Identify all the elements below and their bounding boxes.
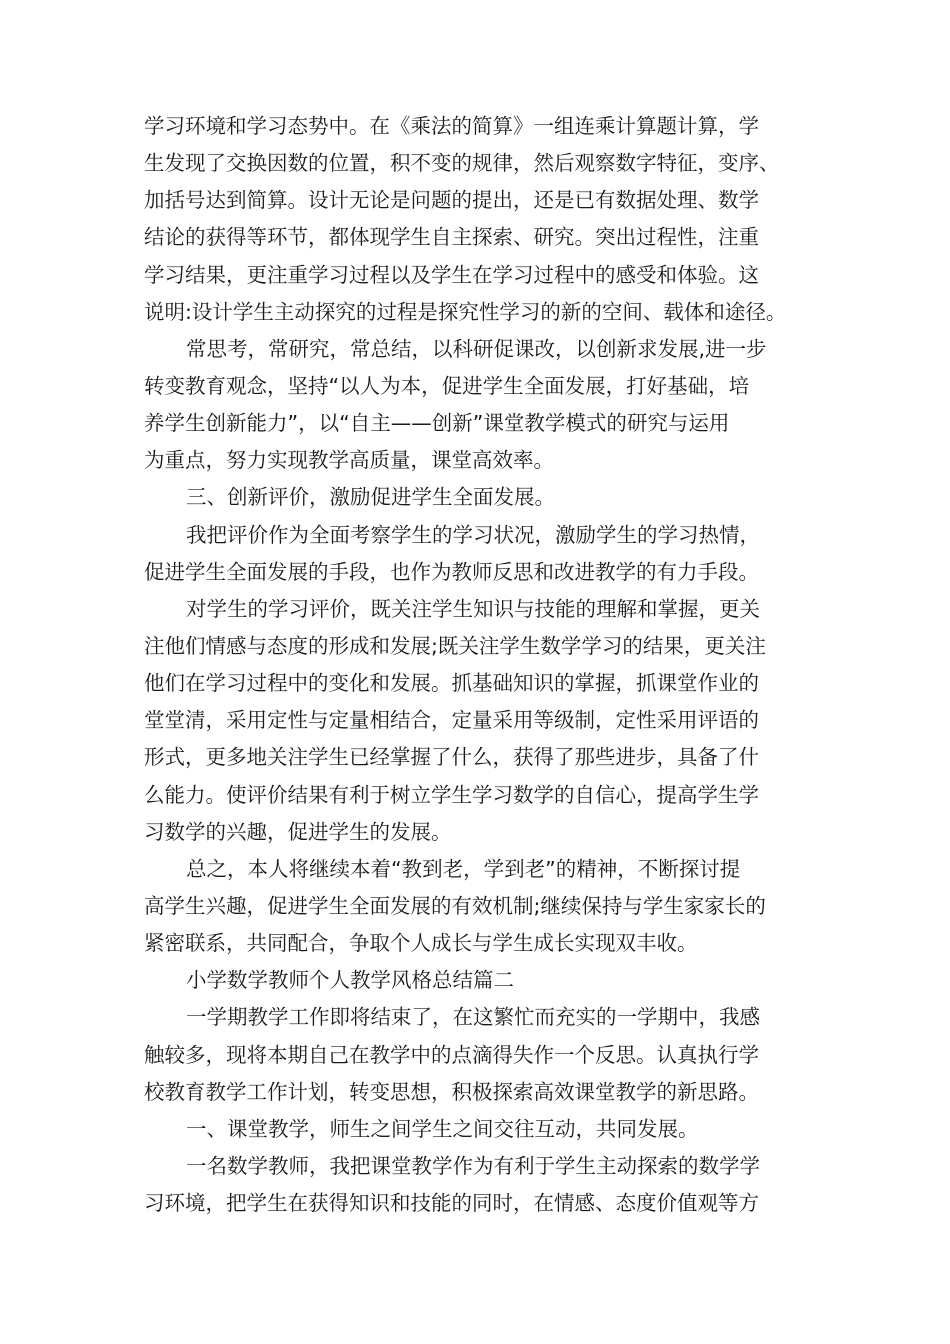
text-line: 常思考，常研究，常总结，以科研促课改，以创新求发展,进一步 [186, 336, 767, 361]
text-line: 我把评价作为全面考察学生的学习状况，激励学生的学习热情， [186, 522, 760, 547]
text-line: 高学生兴趣，促进学生全面发展的有效机制;继续保持与学生家家长的 [144, 893, 766, 918]
text-line: 习环境，把学生在获得知识和技能的同时，在情感、态度价值观等方 [144, 1191, 759, 1216]
text-line: 养学生创新能力”，以“自主——创新”课堂教学模式的研究与运用 [144, 411, 730, 436]
text-line: 一名数学教师，我把课堂教学作为有利于学生主动探索的数学学 [186, 1153, 760, 1178]
text-line: 学习结果，更注重学习过程以及学生在学习过程中的感受和体验。这 [144, 262, 759, 287]
text-line: 说明:设计学生主动探究的过程是探究性学习的新的空间、载体和途径。 [144, 299, 787, 324]
document-body [144, 108, 810, 1222]
text-line: 转变教育观念，坚持“以人为本，促进学生全面发展，打好基础，培 [144, 373, 750, 398]
text-line: 学习环境和学习态势中。在《乘法的简算》一组连乘计算题计算，学 [144, 114, 759, 138]
text-line: 促进学生全面发展的手段，也作为教师反思和改进教学的有力手段。 [144, 559, 759, 584]
text-line: 生发现了交换因数的位置，积不变的规律，然后观察数字特征，变序、 [144, 151, 780, 176]
text-line: 对学生的学习评价，既关注学生知识与技能的理解和掌握，更关 [186, 596, 760, 621]
text-line: 总之，本人将继续本着“教到老，学到老”的精神，不断探讨提 [186, 856, 741, 881]
text-line: 校教育教学工作计划，转变思想，积极探索高效课堂教学的新思路。 [144, 1079, 759, 1104]
text-line: 一学期教学工作即将结束了，在这繁忙而充实的一学期中，我感 [186, 1005, 760, 1030]
text-line: 加括号达到简算。设计无论是问题的提出，还是已有数据处理、数学 [144, 188, 759, 213]
text-line: 么能力。使评价结果有利于树立学生学习数学的自信心，提高学生学 [144, 782, 759, 807]
text-line: 为重点，努力实现教学高质量，课堂高效率。 [144, 448, 554, 473]
text-line: 三、创新评价，激励促进学生全面发展。 [186, 485, 555, 510]
text-line: 一、课堂教学，师生之间学生之间交往互动，共同发展。 [186, 1116, 699, 1141]
text-line: 结论的获得等环节，都体现学生自主探索、研究。突出过程性，注重 [144, 225, 759, 250]
text-line: 他们在学习过程中的变化和发展。抓基础知识的掌握，抓课堂作业的 [144, 671, 759, 696]
text-line: 形式，更多地关注学生已经掌握了什么，获得了那些进步，具备了什 [144, 745, 759, 770]
text-line: 触较多，现将本期自己在教学中的点滴得失作一个反思。认真执行学 [144, 1042, 759, 1067]
text-line: 堂堂清，采用定性与定量相结合，定量采用等级制，定性采用评语的 [144, 708, 759, 733]
text-line: 小学数学教师个人教学风格总结篇二 [186, 968, 514, 993]
text-line: 注他们情感与态度的形成和发展;既关注学生数学学习的结果，更关注 [144, 633, 766, 658]
text-line: 紧密联系，共同配合，争取个人成长与学生成长实现双丰收。 [144, 931, 698, 956]
text-line: 习数学的兴趣，促进学生的发展。 [144, 819, 452, 844]
